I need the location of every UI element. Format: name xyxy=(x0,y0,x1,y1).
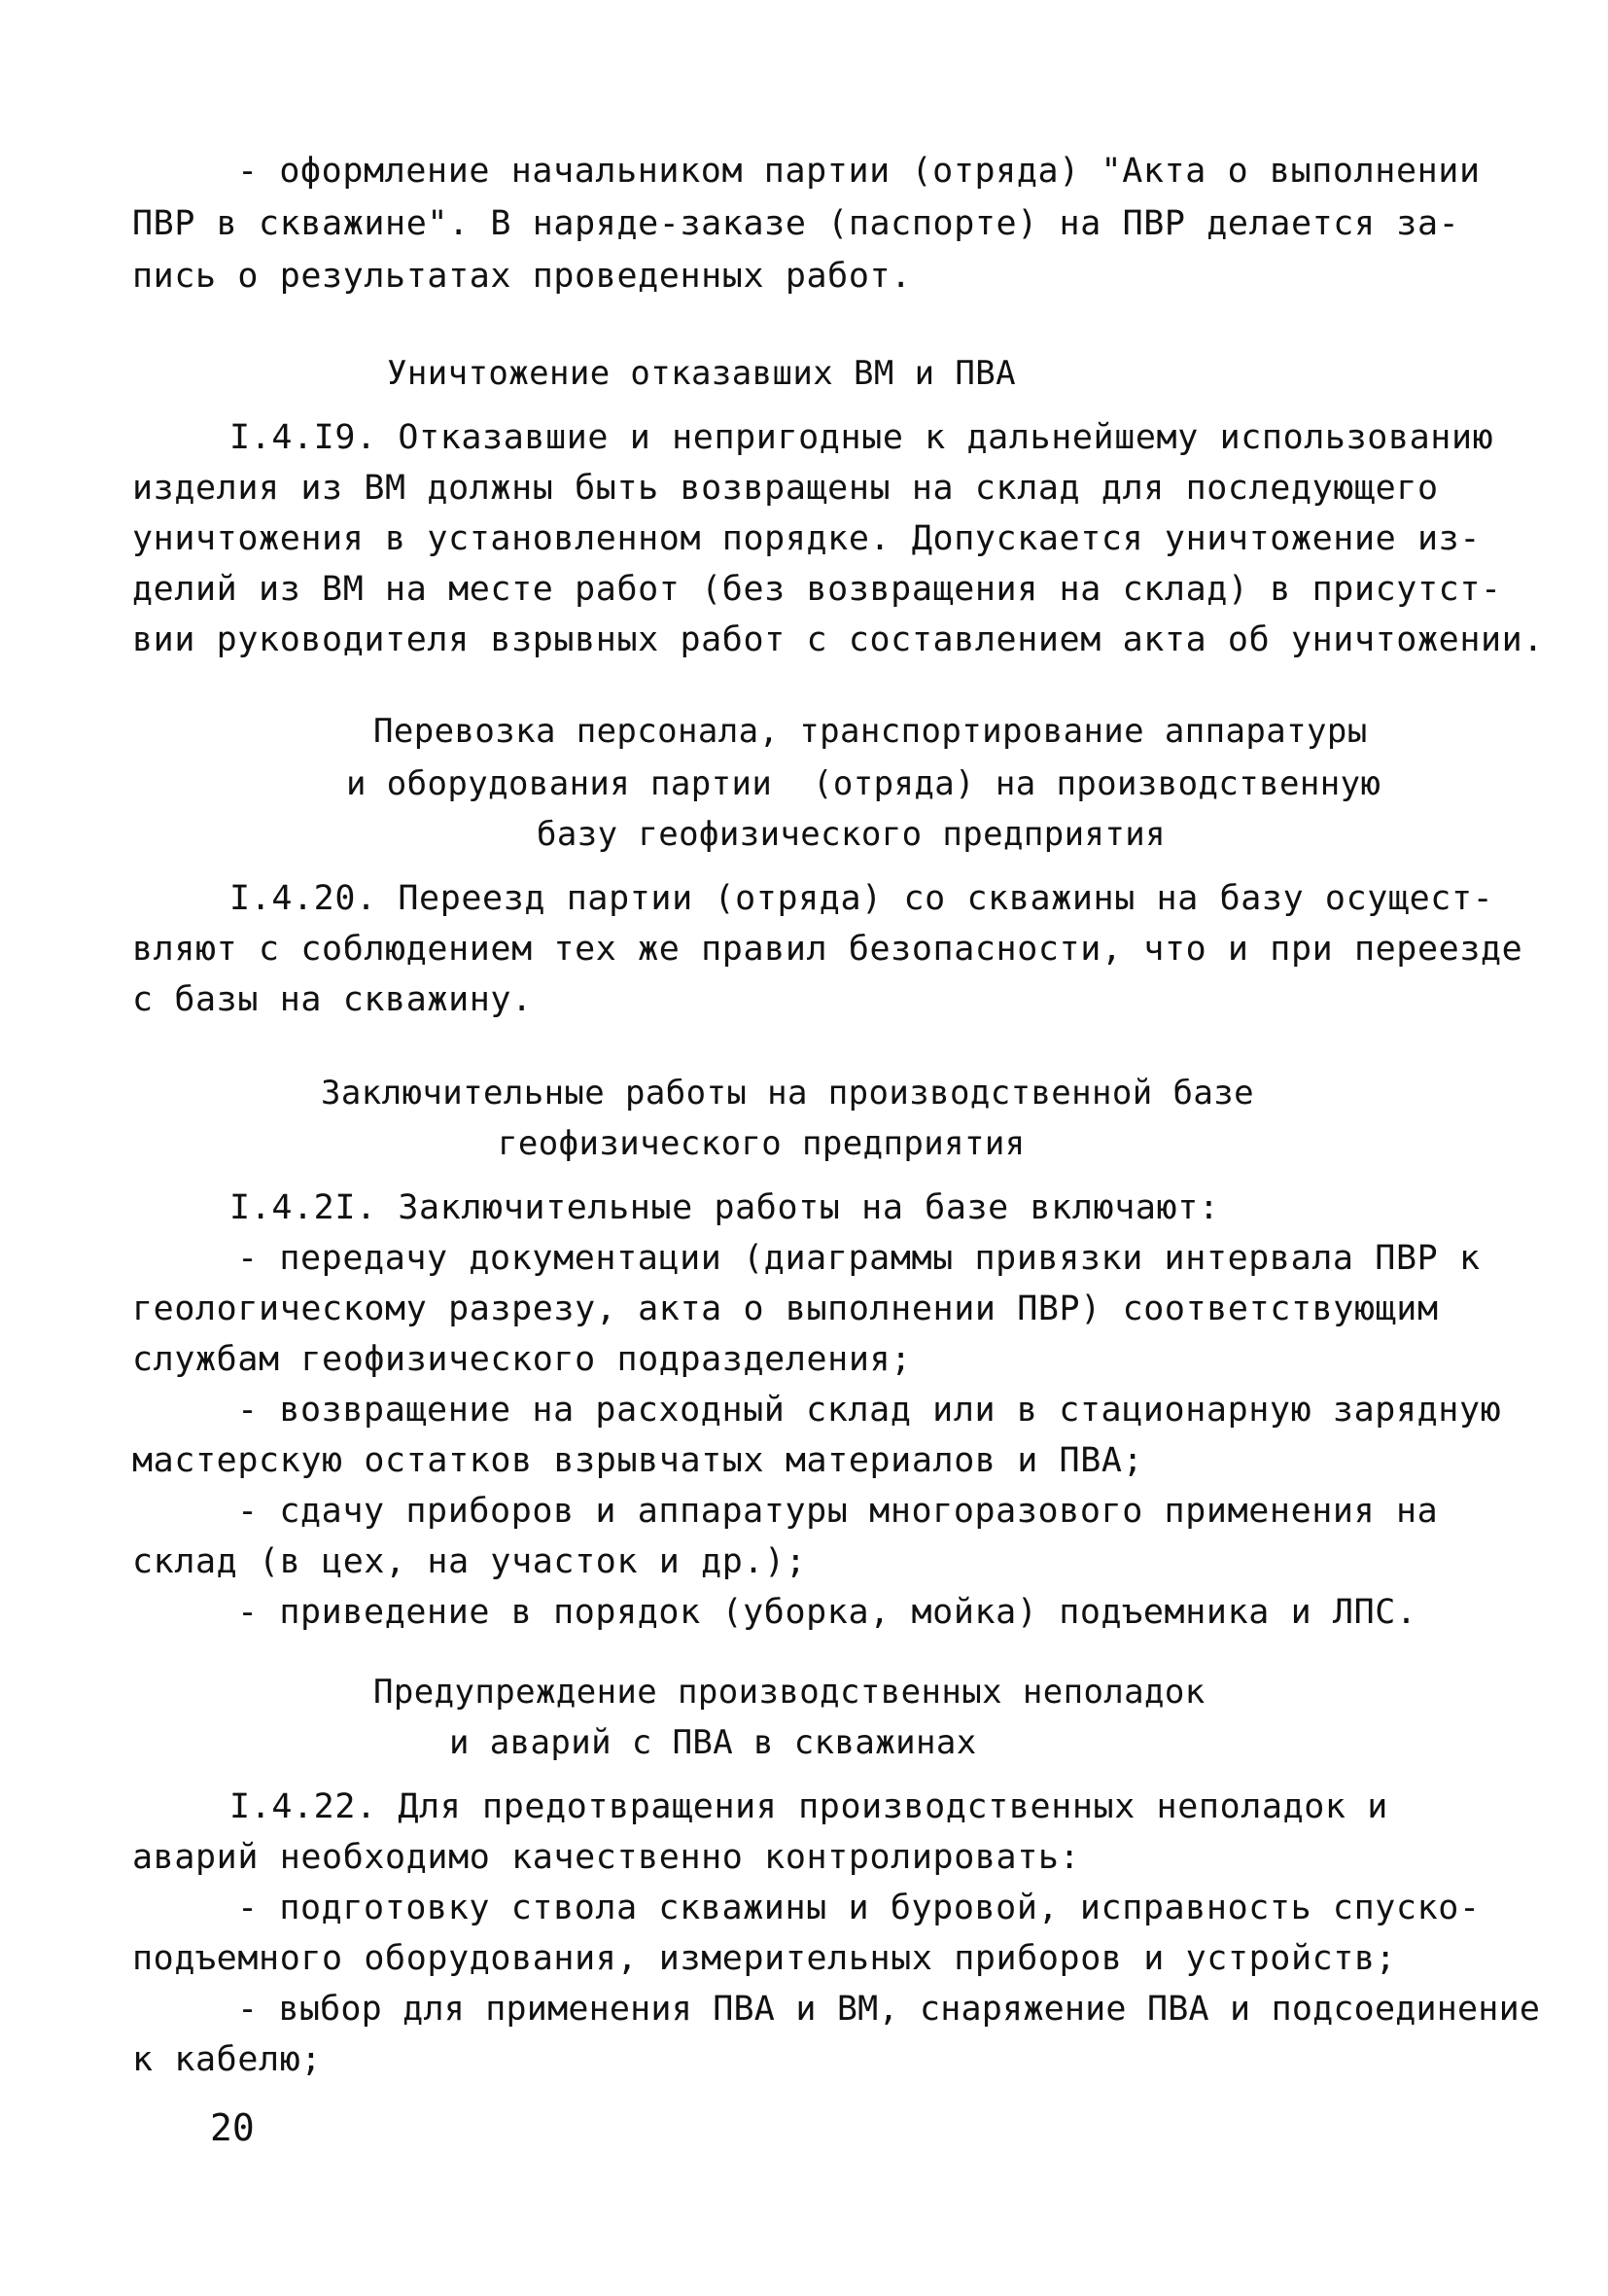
paragraph-line: - подготовку ствола скважины и буровой, исправность спуско- xyxy=(237,1889,1481,1927)
paragraph-line: - оформление начальником партии (отряда) "Акта о выполнении xyxy=(237,152,1481,191)
paragraph-line: вляют с соблюдением тех же правил безопасности, что и при переезде xyxy=(132,930,1523,969)
section-heading: геофизического предприятия xyxy=(498,1124,1026,1163)
paragraph-line: службам геофизического подразделения; xyxy=(132,1340,912,1379)
paragraph-line: - передачу документации (диаграммы привязки интервала ПВР к xyxy=(237,1239,1481,1278)
paragraph-line: делий из ВМ на месте работ (без возвращения на склад) в присутст- xyxy=(132,570,1502,609)
paragraph-line: изделия из ВМ должны быть возвращены на склад для последующего xyxy=(132,469,1439,508)
section-heading: базу геофизического предприятия xyxy=(537,815,1166,854)
paragraph-line: ПВР в скважине". В наряде-заказе (паспорте) на ПВР делается за- xyxy=(132,204,1460,243)
paragraph-line: склад (в цех, на участок и др.); xyxy=(132,1542,807,1581)
paragraph-line: с базы на скважину. xyxy=(132,980,533,1019)
paragraph-line: I.4.20. Переезд партии (отряда) со скважины на базу осущест- xyxy=(229,879,1494,918)
paragraph-line: мастерскую остатков взрывчатых материалов и ПВА; xyxy=(132,1441,1144,1480)
paragraph-line: уничтожения в установленном порядке. Допускается уничтожение из- xyxy=(132,519,1481,558)
section-heading: и аварий с ПВА в скважинах xyxy=(449,1723,977,1762)
paragraph-line: I.4.22. Для предотвращения производственных неполадок и xyxy=(229,1787,1388,1826)
paragraph-line: I.4.I9. Отказавшие и непригодные к дальнейшему использованию xyxy=(229,418,1494,457)
paragraph-line: геологическому разрезу, акта о выполнении ПВР) соответствующим xyxy=(132,1289,1439,1328)
section-heading: Перевозка персонала, транспортирование аппаратуры xyxy=(373,712,1368,751)
paragraph-line: - возвращение на расходный склад или в стационарную зарядную xyxy=(237,1391,1502,1430)
section-heading: и оборудования партии (отряда) на производственную xyxy=(346,764,1381,803)
section-heading: Уничтожение отказавших ВМ и ПВА xyxy=(387,354,1016,393)
paragraph-line: подъемного оборудования, измерительных приборов и устройств; xyxy=(132,1939,1397,1978)
paragraph-line: - выбор для применения ПВА и ВМ, снаряжение ПВА и подсоединение xyxy=(237,1990,1541,2029)
section-heading: Предупреждение производственных неполадок xyxy=(373,1673,1206,1712)
page-number: 20 xyxy=(210,2106,255,2149)
paragraph-line: - приведение в порядок (уборка, мойка) подъемника и ЛПС. xyxy=(237,1593,1417,1632)
paragraph-line: I.4.2I. Заключительные работы на базе включают: xyxy=(229,1188,1220,1227)
paragraph-line: вии руководителя взрывных работ с составлением акта об уничтожении. xyxy=(132,620,1545,659)
paragraph-line: пись о результатах проведенных работ. xyxy=(132,257,912,296)
paragraph-line: аварий необходимо качественно контролировать: xyxy=(132,1838,1081,1877)
paragraph-line: к кабелю; xyxy=(132,2040,323,2079)
section-heading: Заключительные работы на производственной базе xyxy=(321,1074,1255,1113)
paragraph-line: - сдачу приборов и аппаратуры многоразового применения на xyxy=(237,1492,1439,1531)
